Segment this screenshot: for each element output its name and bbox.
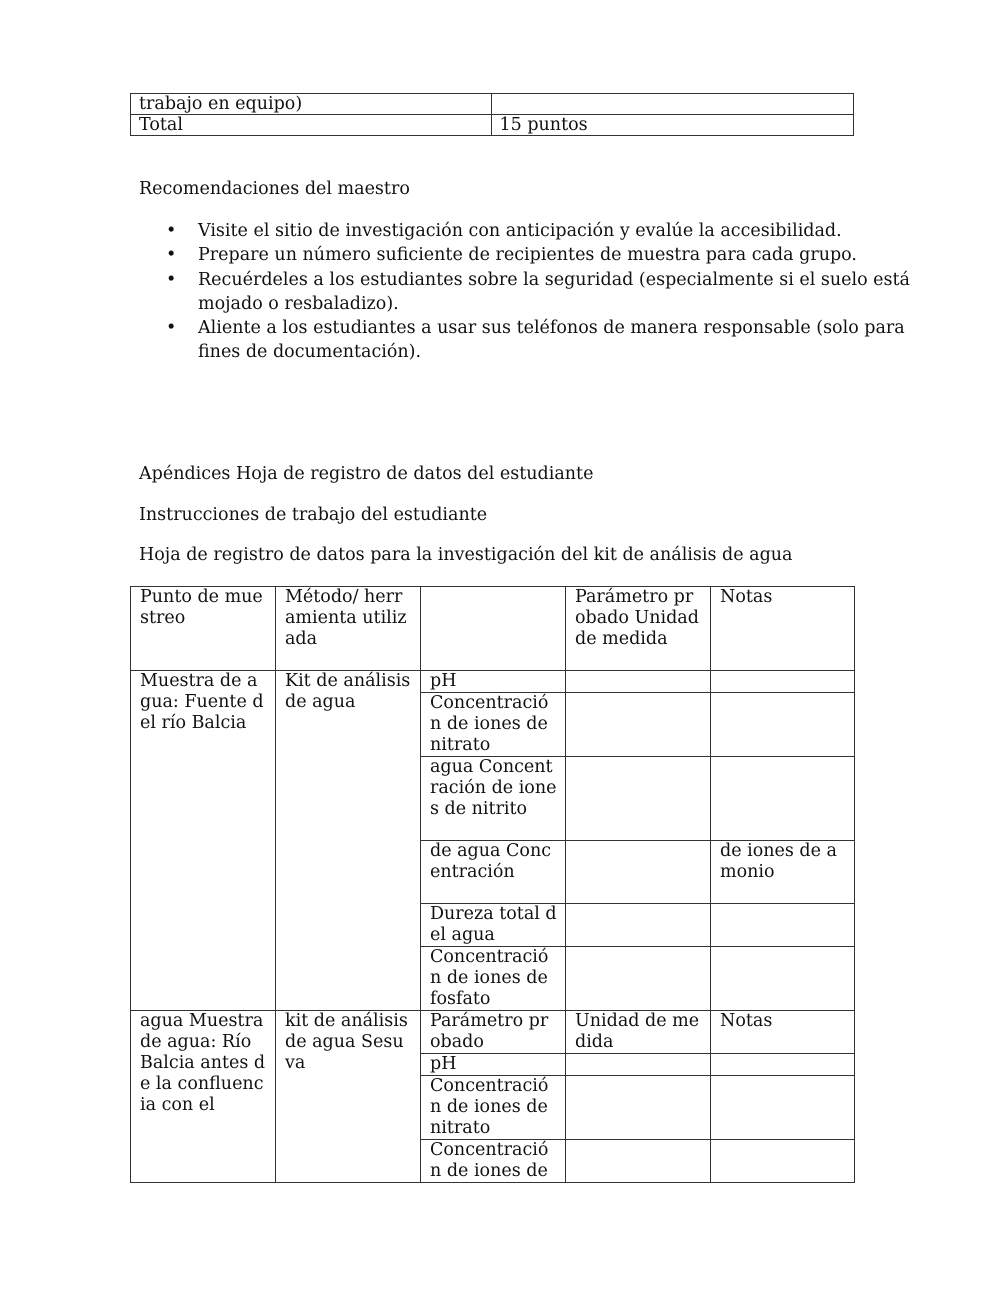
- notes-cell: [711, 1140, 855, 1183]
- unit-cell: [566, 671, 711, 693]
- criteria-cell: trabajo en equipo): [131, 94, 492, 115]
- list-item-text: Recuérdeles a los estudiantes sobre la seguridad (especialmente si el suelo está mojado o resbaladizo).: [198, 269, 910, 314]
- parameter-cell: pH: [421, 1054, 566, 1076]
- parameter-cell: Concentración de iones de nitrato: [421, 1076, 566, 1140]
- list-item: [166, 243, 936, 267]
- parameter-cell: Concentración de iones de fosfato: [421, 947, 566, 1011]
- total-points-cell: 15 puntos: [491, 115, 854, 136]
- header-cell: Parámetro probado Unidad de medida: [566, 587, 711, 671]
- bullet-icon: •: [166, 318, 177, 339]
- data-record-table: [130, 586, 855, 1183]
- method-cell: Kit de análisis de agua: [276, 671, 421, 1011]
- bullet-icon: •: [166, 221, 177, 241]
- sampling-point-cell: agua Muestra de agua: Río Balcia antes de la confluencia con el: [131, 1011, 276, 1183]
- notes-cell: [711, 671, 855, 693]
- instructions-heading: Instrucciones de trabajo del estudiante: [139, 505, 488, 525]
- total-label-cell: Total: [131, 115, 492, 136]
- list-item: [166, 268, 936, 317]
- header-cell: Notas: [711, 587, 855, 671]
- unit-cell: [566, 904, 711, 947]
- notes-cell: [711, 757, 855, 841]
- table-row: [131, 94, 854, 115]
- parameter-cell: agua Concentración de iones de nitrito: [421, 757, 566, 841]
- parameter-cell: Parámetro probado: [421, 1011, 566, 1054]
- recommendations-list: [166, 219, 936, 365]
- parameter-cell: pH: [421, 671, 566, 693]
- score-table: [130, 93, 854, 136]
- header-cell: Punto de muestreo: [131, 587, 276, 671]
- notes-cell: de iones de amonio: [711, 841, 855, 904]
- unit-cell: [566, 1054, 711, 1076]
- recommendations-title: Recomendaciones del maestro: [139, 179, 410, 199]
- parameter-cell: Dureza total del agua: [421, 904, 566, 947]
- header-cell: [421, 587, 566, 671]
- notes-cell: [711, 1076, 855, 1140]
- unit-cell: Unidad de medida: [566, 1011, 711, 1054]
- notes-cell: Notas: [711, 1011, 855, 1054]
- notes-cell: [711, 693, 855, 757]
- parameter-cell: Concentración de iones de: [421, 1140, 566, 1183]
- notes-cell: [711, 904, 855, 947]
- appendix-title: Apéndices Hoja de registro de datos del estudiante: [139, 464, 594, 484]
- table-row: [131, 1011, 855, 1054]
- notes-cell: [711, 947, 855, 1011]
- bullet-icon: •: [166, 269, 177, 290]
- unit-cell: [566, 693, 711, 757]
- method-cell: kit de análisis de agua Sesuva: [276, 1011, 421, 1183]
- list-item-text: Visite el sitio de investigación con anticipación y evalúe la accesibilidad.: [198, 221, 842, 241]
- unit-cell: [566, 841, 711, 904]
- table-row: [131, 671, 855, 693]
- points-cell: [491, 94, 854, 115]
- header-cell: Método/ herramienta utilizada: [276, 587, 421, 671]
- unit-cell: [566, 757, 711, 841]
- parameter-cell: de agua Concentración: [421, 841, 566, 904]
- unit-cell: [566, 1076, 711, 1140]
- table-header-row: [131, 587, 855, 671]
- list-item-text: Prepare un número suficiente de recipientes de muestra para cada grupo.: [198, 245, 857, 266]
- table-row: [131, 115, 854, 136]
- list-item-text: Aliente a los estudiantes a usar sus teléfonos de manera responsable (solo para fines de documentación).: [198, 318, 905, 363]
- unit-cell: [566, 1140, 711, 1183]
- sampling-point-cell: Muestra de agua: Fuente del río Balcia: [131, 671, 276, 1011]
- bullet-icon: •: [166, 245, 177, 266]
- list-item: [166, 316, 936, 365]
- notes-cell: [711, 1054, 855, 1076]
- parameter-cell: Concentración de iones de nitrato: [421, 693, 566, 757]
- data-sheet-title: Hoja de registro de datos para la investigación del kit de análisis de agua: [139, 545, 793, 565]
- list-item: [166, 219, 936, 243]
- unit-cell: [566, 947, 711, 1011]
